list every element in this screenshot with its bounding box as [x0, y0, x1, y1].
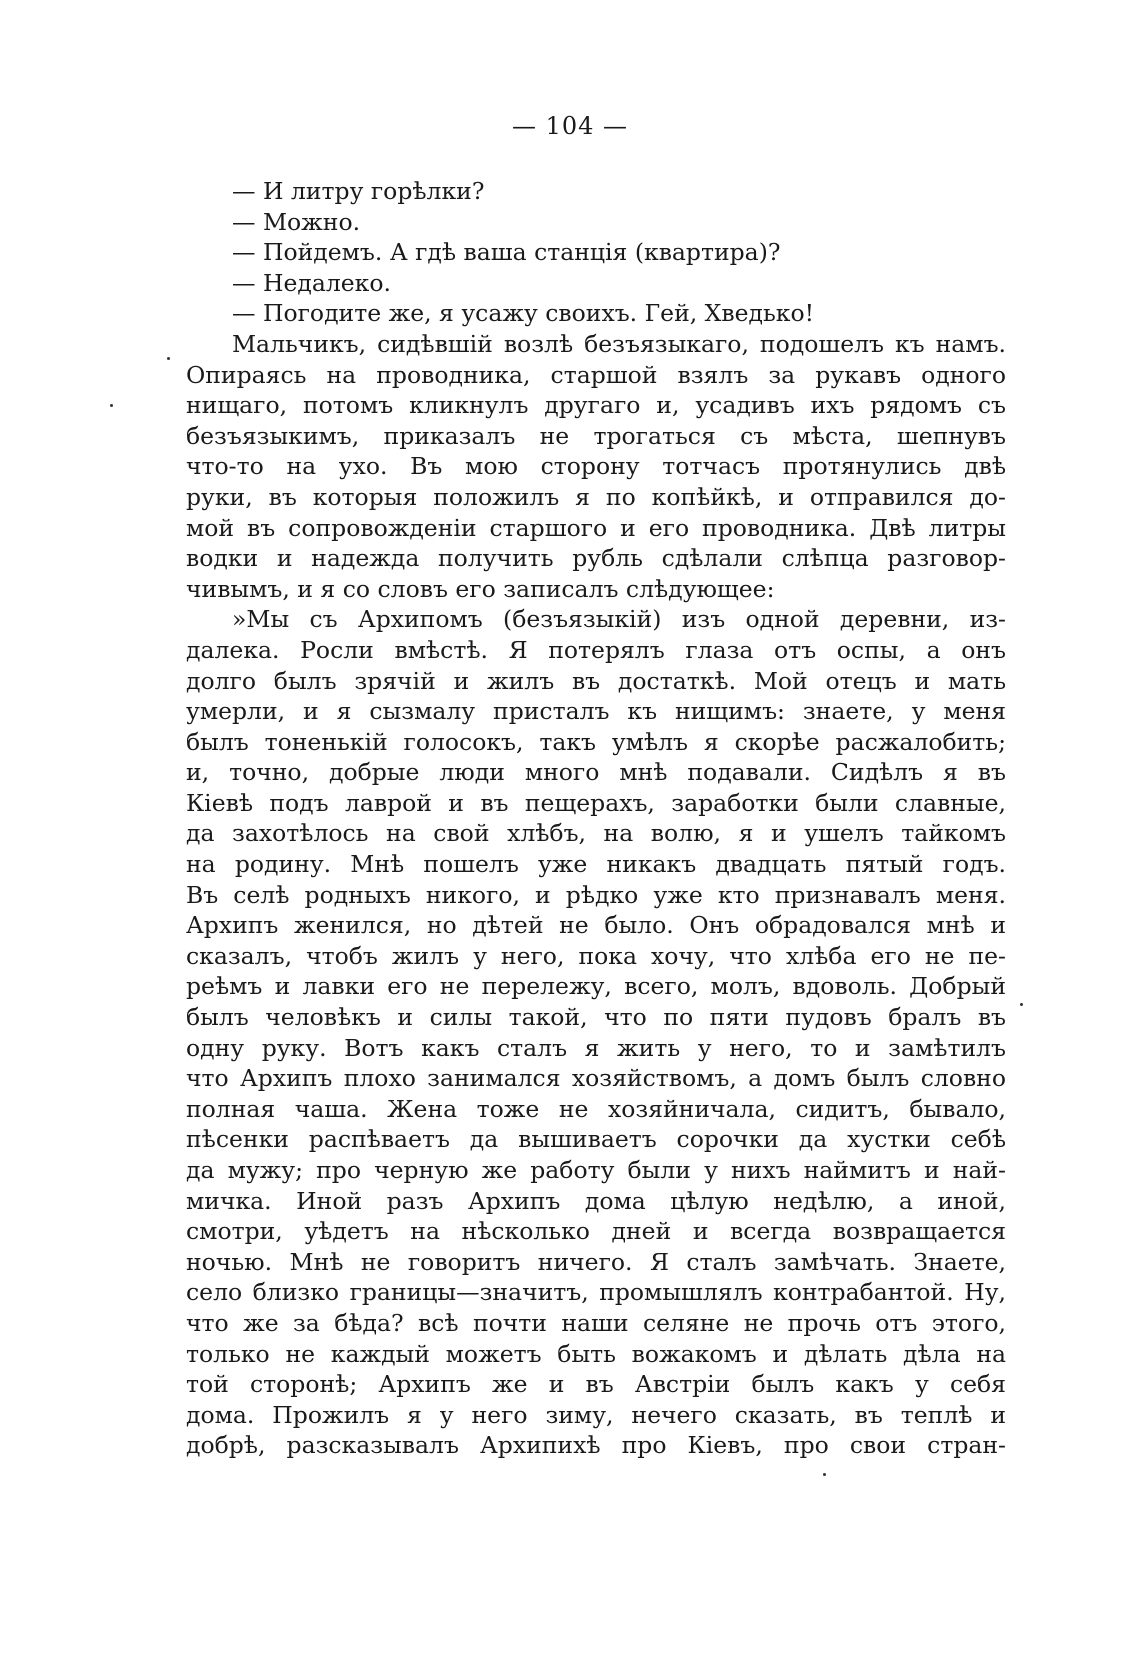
text-line: реѣмъ и лавки его не перележу, всего, молъ, вдоволь. Добрый — [186, 972, 1006, 1001]
text-line: мой въ сопровожденіи старшого и его проводника. Двѣ литры — [186, 513, 1006, 542]
text-line: пѣсенки распѣваетъ да вышиваетъ сорочки да хустки себѣ — [186, 1125, 1006, 1154]
text-line: — Погодите же, я усажу своихъ. Гей, Хведько! — [232, 299, 815, 328]
print-speck — [110, 404, 113, 407]
text-line: водки и надежда получить рубль сдѣлали слѣпца разговор- — [186, 544, 1006, 573]
text-line: только не каждый можетъ быть вожакомъ и дѣлать дѣла на — [186, 1339, 1006, 1368]
text-line: что же за бѣда? всѣ почти наши селяне не прочь отъ этого, — [186, 1308, 1006, 1337]
text-line: что-то на ухо. Въ мою сторону тотчасъ протянулись двѣ — [186, 452, 1006, 481]
text-line: Опираясь на проводника, старшой взялъ за рукавъ одного — [186, 360, 1006, 389]
text-block — [186, 176, 1006, 1461]
text-line: да мужу; про черную же работу были у нихъ наймитъ и най- — [186, 1156, 1006, 1184]
text-line: — И литру горѣлки? — [232, 177, 485, 205]
text-line: умерли, и я сызмалу присталъ къ нищимъ: знаете, у меня — [186, 697, 1006, 726]
text-line: да захотѣлось на свой хлѣбъ, на волю, я и ушелъ тайкомъ — [186, 819, 1006, 848]
text-line: Архипъ женился, но дѣтей не было. Онъ обрадовался мнѣ и — [186, 911, 1006, 940]
text-line: руки, въ которыя положилъ я по копѣйкѣ, и отправился до- — [186, 482, 1006, 511]
text-line: сказалъ, чтобъ жилъ у него, пока хочу, что хлѣба его не пе- — [186, 941, 1006, 970]
text-line: Кіевѣ подъ лаврой и въ пещерахъ, заработки были славные, — [186, 788, 1006, 817]
print-speck — [167, 357, 170, 360]
text-line: — Пойдемъ. А гдѣ ваша станція (квартира)? — [232, 238, 781, 267]
text-line: безъязыкимъ, приказалъ не трогаться съ мѣста, шепнувъ — [186, 421, 1006, 450]
text-line: смотри, уѣдетъ на нѣсколько дней и всегда возвращается — [186, 1217, 1006, 1246]
text-line: нищаго, потомъ кликнулъ другаго и, усадивъ ихъ рядомъ съ — [186, 391, 1006, 420]
text-line: былъ человѣкъ и силы такой, что по пяти пудовъ бралъ въ — [186, 1003, 1006, 1032]
text-line: Въ селѣ родныхъ никого, и рѣдко уже кто признавалъ меня. — [186, 880, 1006, 909]
print-speck — [1020, 1003, 1023, 1006]
text-line: полная чаша. Жена тоже не хозяйничала, сидитъ, бывало, — [186, 1094, 1006, 1123]
text-line: долго былъ зрячій и жилъ въ достаткѣ. Мой отецъ и мать — [186, 666, 1006, 695]
text-line: далека. Росли вмѣстѣ. Я потерялъ глаза отъ оспы, а онъ — [186, 635, 1006, 664]
text-line: Мальчикъ, сидѣвшій возлѣ безъязыкаго, подошелъ къ намъ. — [232, 329, 1006, 358]
text-line: на родину. Мнѣ пошелъ уже никакъ двадцать пятый годъ. — [186, 850, 1006, 879]
text-line: и, точно, добрые люди много мнѣ подавали. Сидѣлъ я въ — [186, 758, 1006, 787]
text-line: дома. Прожилъ я у него зиму, нечего сказать, въ теплѣ и — [186, 1400, 1006, 1429]
print-speck — [823, 1473, 826, 1476]
page-number: — 104 — — [511, 112, 629, 140]
text-line: мичка. Иной разъ Архипъ дома цѣлую недѣлю, а иной, — [186, 1186, 1006, 1215]
text-line: что Архипъ плохо занимался хозяйствомъ, а домъ былъ словно — [186, 1064, 1006, 1093]
text-line: село близко границы—значитъ, промышлялъ контрабантой. Ну, — [186, 1278, 1006, 1307]
text-line: чивымъ, и я со словъ его записалъ слѣдующее: — [186, 574, 775, 603]
text-line: — Можно. — [232, 207, 361, 236]
text-line: былъ тоненькій голосокъ, такъ умѣлъ я скорѣе расжалобить; — [186, 727, 1006, 756]
text-line: — Недалеко. — [232, 268, 391, 297]
text-line: ночью. Мнѣ не говоритъ ничего. Я сталъ замѣчать. Знаете, — [186, 1247, 1006, 1276]
text-line: добрѣ, разсказывалъ Архипихѣ про Кіевъ, про свои стран- — [186, 1431, 1006, 1460]
text-line: одну руку. Вотъ какъ сталъ я жить у него, то и замѣтилъ — [186, 1033, 1006, 1062]
text-line: той сторонѣ; Архипъ же и въ Австріи былъ какъ у себя — [186, 1370, 1006, 1399]
text-line: »Мы съ Архипомъ (безъязыкій) изъ одной деревни, из- — [232, 605, 1006, 634]
